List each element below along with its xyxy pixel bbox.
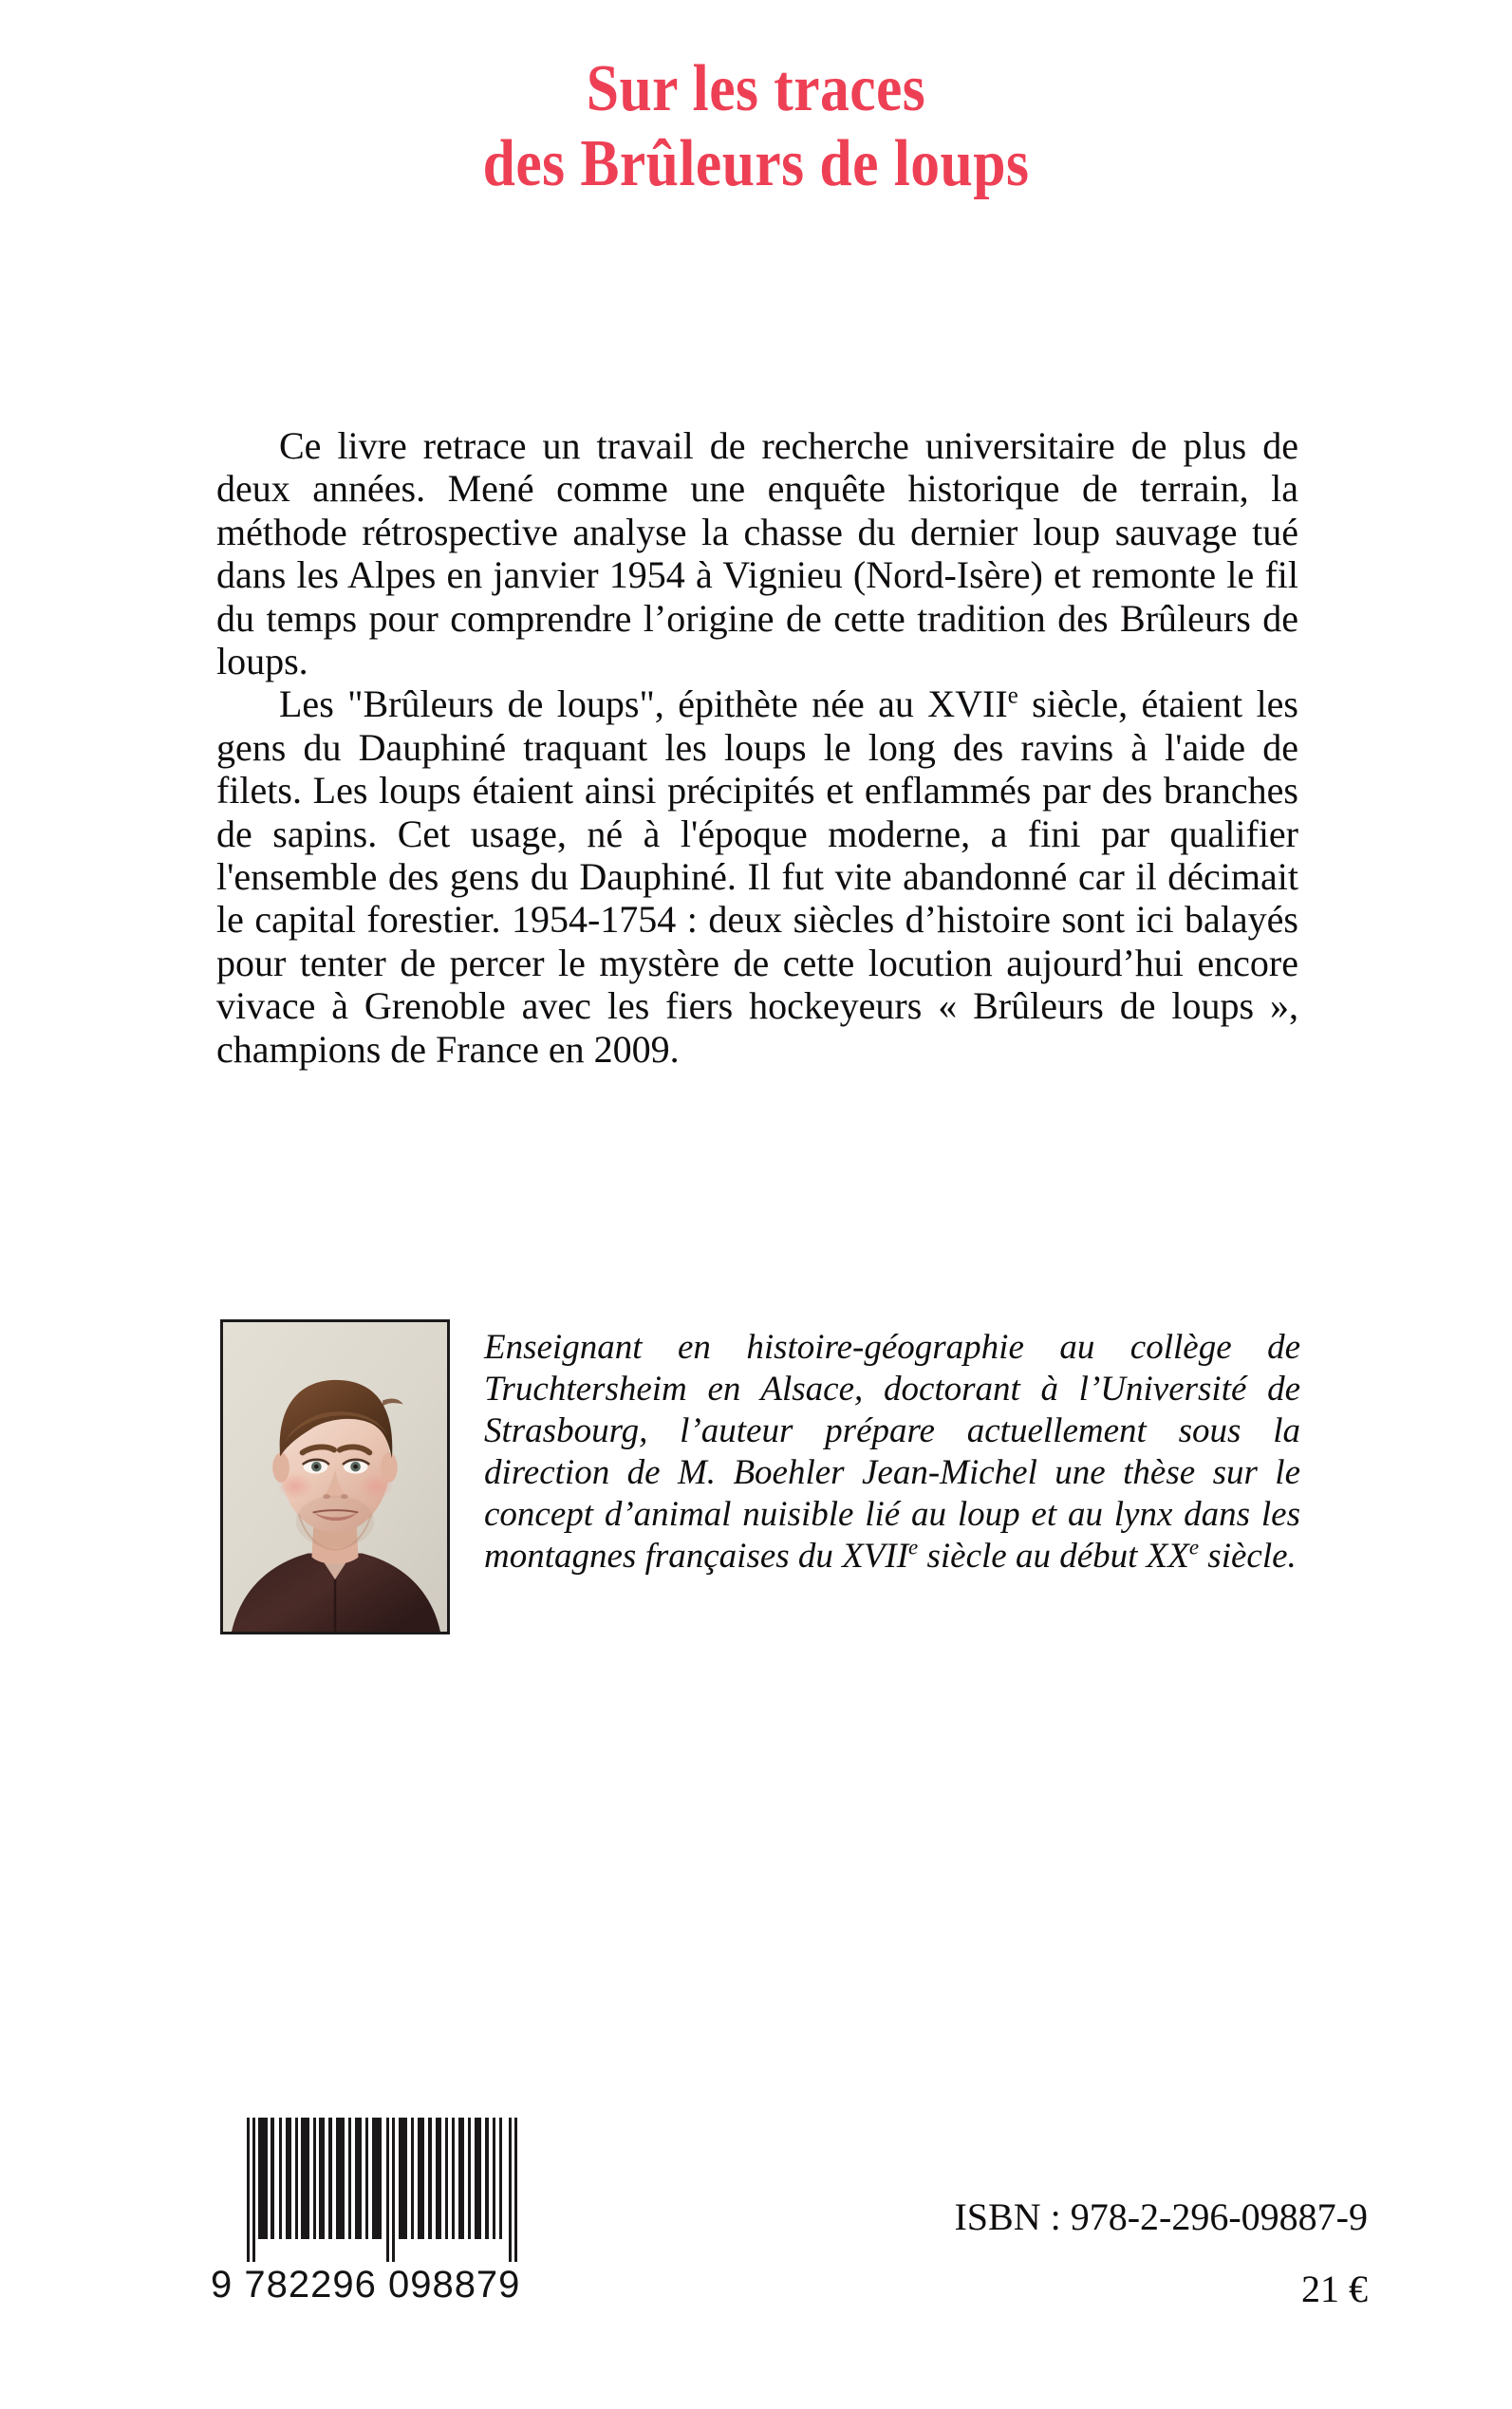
author-bio-paragraph: [484, 1327, 1300, 1578]
ordinal-suffix-xvii-bio: e: [908, 1535, 919, 1559]
barcode: [211, 2118, 537, 2306]
book-title: [0, 52, 1512, 201]
author-block: [220, 1319, 1302, 1578]
isbn-number: ISBN : 978-2-296-09887-9: [954, 2195, 1368, 2238]
blurb-paragraph-1-text: Ce livre retrace un travail de recherche universitaire de plus de deux années. Mené comme une enquête historique de terrain, la méthode rétrospective analyse la chasse du dernier loup sauvage tué dans les Alpes en janvier 1954 à Vignieu (Nord-Isère) et remonte le fil du temps pour comprendre l’origine de cette tradition des Brûleurs de loups.: [216, 424, 1298, 683]
blurb-paragraph-1: [216, 424, 1298, 682]
book-title-line-2: des Brûleurs de loups: [482, 127, 1030, 201]
book-title-line-1: Sur les traces: [586, 52, 926, 125]
barcode-bars: [211, 2118, 537, 2262]
blurb-paragraph-2-text-b: siècle, étaient les gens du Dauphiné traquant les loups le long des ravins à l'aide de filets. Les loups étaient ainsi précipités et enflammés par des branches de sapins. Cet usage, né à l'époque moderne, a fini par qualifier l'ensemble des gens du Dauphiné. Il fut vite abandonné car il décimait le capital forestier. 1954-1754 : deux siècles d’histoire sont ici balayés pour tenter de percer le mystère de cette locution aujourd’hui encore vivace à Grenoble avec les fiers hockeyeurs « Brûleurs de loups », champions de France en 2009.: [216, 682, 1298, 1071]
author-bio: [484, 1319, 1300, 1578]
blurb-text: [216, 424, 1298, 1071]
author-portrait-illustration: [223, 1322, 447, 1632]
ordinal-suffix-xx-bio: e: [1188, 1535, 1200, 1559]
ordinal-suffix-xvii: e: [1007, 683, 1018, 710]
barcode-digits: 9 782296 098879: [211, 2264, 521, 2306]
blurb-paragraph-2: [216, 682, 1298, 1071]
author-photo: [220, 1319, 450, 1634]
blurb-paragraph-2-text-a: Les "Brûleurs de loups", épithète née au XVII: [279, 682, 1008, 726]
author-bio-text-a: Enseignant en histoire-géographie au collège de Truchtersheim en Alsace, doctorant à l’Université de Strasbourg, l’auteur prépare actuellement sous la direction de M. Boehler Jean-Michel une thèse sur le concept d’animal nuisible lié au loup et au lynx dans les montagnes françaises du XVII: [484, 1328, 1300, 1576]
isbn-price-block: [954, 2195, 1368, 2310]
author-bio-text-c: siècle.: [1199, 1537, 1297, 1576]
author-bio-text-b: siècle au début XX: [918, 1537, 1189, 1576]
price: 21 €: [1301, 2268, 1368, 2310]
